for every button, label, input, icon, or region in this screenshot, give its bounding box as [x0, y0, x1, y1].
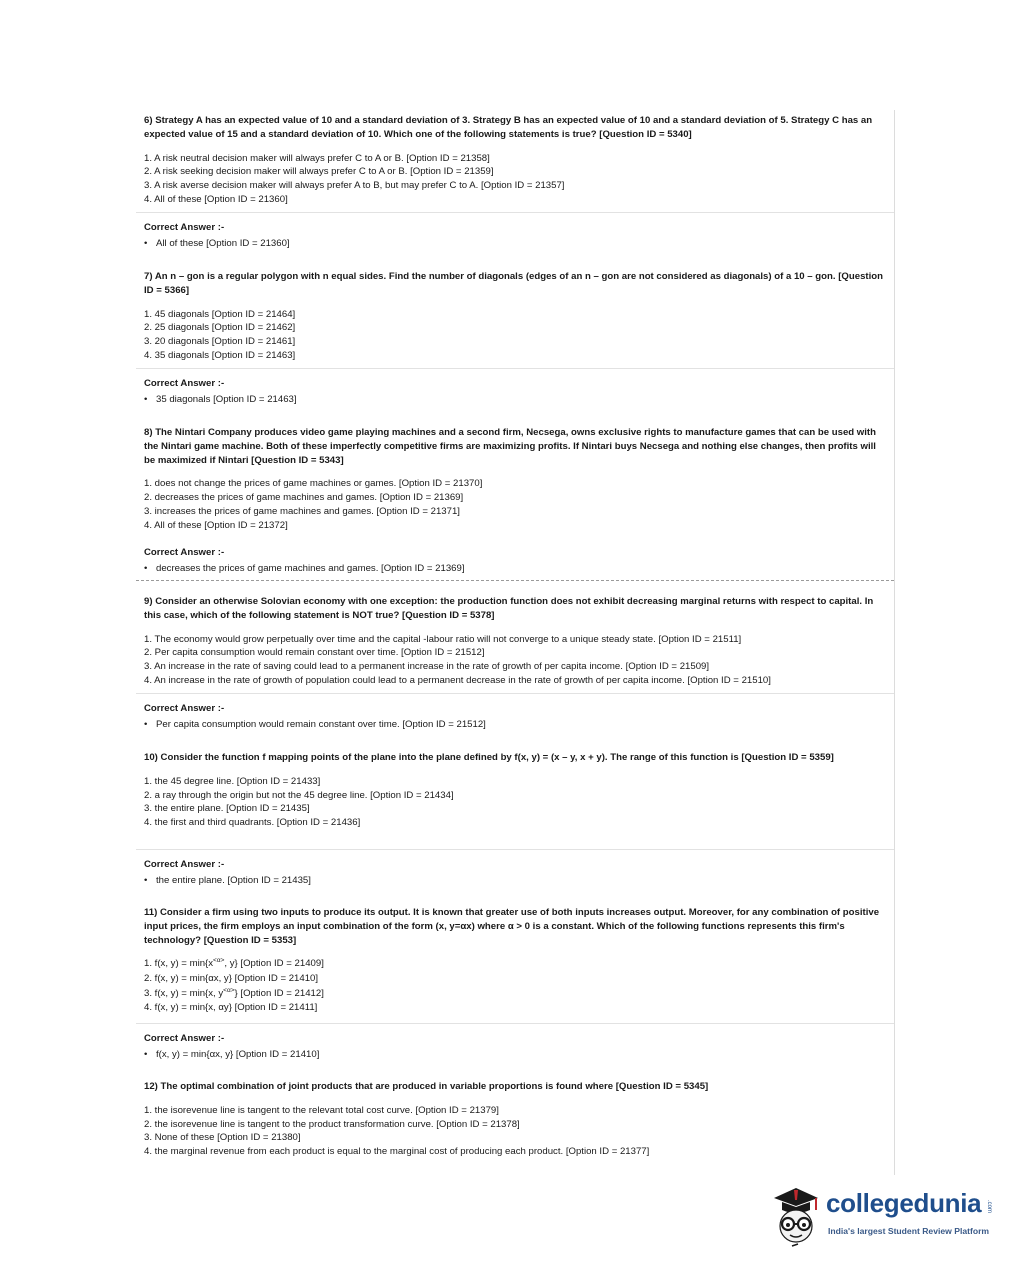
question-text: 6) Strategy A has an expected value of 10 and a standard deviation of 3. Strategy B has an expected value of 10 and a standard deviation of 5. Strategy C has an expected value of 15 and a standard deviation of 10. Which one of the following statements is true? [Question ID = 5340]	[144, 115, 873, 140]
option-item: 1. The economy would grow perpetually over time and the capital -labour ratio will not converge to a unique steady state. [Option ID = 21511]	[144, 633, 742, 645]
logo-tagline: India's largest Student Review Platform	[828, 1226, 990, 1236]
correct-answer-label: Correct Answer :-	[144, 703, 225, 714]
option-item: 3. An increase in the rate of saving could lead to a permanent increase in the rate of growth of per capita income. [Option ID = 21509]	[144, 661, 710, 673]
option-item: 2. a ray through the origin but not the 45 degree line. [Option ID = 21434]	[144, 789, 454, 801]
correct-answer-label: Correct Answer :-	[144, 1033, 225, 1044]
answer-list	[144, 874, 889, 888]
question-block	[144, 1080, 889, 1159]
logo-wordmark: collegedunia	[826, 1188, 982, 1218]
option-item: 3. None of these [Option ID = 21380]	[144, 1132, 301, 1144]
question-block	[144, 751, 889, 830]
option-item: 1. f(x, $y) = \min\{x^{<\alpha>}$, y} [Option ID = 21409]	[144, 957, 324, 970]
option-item: 4. the first and third quadrants. [Option ID = 21436]	[144, 817, 361, 829]
answer-list	[144, 237, 889, 251]
correct-answer: • All of these [Option ID = 21360]	[144, 237, 889, 251]
correct-answer: • f(x, y) = min{αx, y} [Option ID = 21410]	[144, 1048, 889, 1062]
option-item: 3. A risk averse decision maker will always prefer A to B, but may prefer C to A. [Option ID = 21357]	[144, 180, 565, 192]
option-item: 1. the isorevenue line is tangent to the relevant total cost curve. [Option ID = 21379]	[144, 1104, 499, 1116]
correct-answer-label: Correct Answer :-	[144, 859, 225, 870]
question-block	[144, 595, 889, 688]
divider	[136, 368, 894, 369]
option-list	[144, 477, 889, 532]
mascot-icon	[768, 1180, 824, 1250]
option-item: 3. increases the prices of game machines and games. [Option ID = 21371]	[144, 505, 460, 517]
option-list	[144, 633, 889, 688]
option-item: 3. the entire plane. [Option ID = 21435]	[144, 803, 310, 815]
page-break-divider	[136, 580, 894, 581]
question-text: 7) An n – gon is a regular polygon with n equal sides. Find the number of diagonals (edges of an n – gon are not considered as diagonals) of a 10 – gon. [Question ID = 5366]	[144, 271, 883, 296]
option-item: 4. f(x, y) = min{x, αy} [Option ID = 21411]	[144, 1002, 318, 1014]
answer-list	[144, 393, 889, 407]
question-sheet	[136, 110, 895, 1175]
correct-answer-label: Correct Answer :-	[144, 547, 225, 558]
option-list	[144, 775, 889, 830]
option-item: 2. f(x, y) = min{αx, y} [Option ID = 21410]	[144, 972, 319, 984]
option-item: 2. the isorevenue line is tangent to the product transformation curve. [Option ID = 21378]	[144, 1118, 520, 1130]
option-list	[144, 957, 889, 1015]
option-list	[144, 152, 889, 207]
answer-block	[144, 546, 889, 576]
option-item: 2. 25 diagonals [Option ID = 21462]	[144, 322, 296, 334]
divider	[136, 1023, 894, 1024]
option-item: 4. An increase in the rate of growth of population could lead to a permanent decrease in the rate of growth of per capita income. [Option ID = 21510]	[144, 674, 771, 686]
answer-list	[144, 562, 889, 576]
option-item: 2. Per capita consumption would remain constant over time. [Option ID = 21512]	[144, 647, 485, 659]
answer-block	[144, 221, 889, 251]
question-block	[144, 906, 889, 1016]
correct-answer-label: Correct Answer :-	[144, 222, 225, 233]
answer-list	[144, 1048, 889, 1062]
correct-answer: • decreases the prices of game machines and games. [Option ID = 21369]	[144, 562, 889, 576]
option-item: 1. the 45 degree line. [Option ID = 21433]	[144, 775, 321, 787]
question-block	[144, 114, 889, 207]
correct-answer: • 35 diagonals [Option ID = 21463]	[144, 393, 889, 407]
question-text: 9) Consider an otherwise Solovian economy with one exception: the production function does not exhibit decreasing marginal returns with respect to capital. In this case, which of the following statement is NOT true? [Question ID = 5378]	[144, 596, 874, 621]
option-item: 1. A risk neutral decision maker will always prefer C to A or B. [Option ID = 21358]	[144, 152, 490, 164]
option-item: 3. f(x, y) = min{x, $y^{<\alpha>}$} [Option ID = 21412]	[144, 986, 324, 999]
question-text: 10) Consider the function f mapping points of the plane into the plane defined by f(x, y) = (x – y, x + y). The range of this function is [Question ID = 5359]	[144, 752, 834, 763]
option-item: 4. 35 diagonals [Option ID = 21463]	[144, 349, 296, 361]
option-item: 4. All of these [Option ID = 21372]	[144, 519, 288, 531]
correct-answer-label: Correct Answer :-	[144, 378, 225, 389]
option-item: 1. does not change the prices of game machines or games. [Option ID = 21370]	[144, 478, 483, 490]
logo-domain-suffix: .com	[986, 1200, 992, 1214]
correct-answer: • the entire plane. [Option ID = 21435]	[144, 874, 889, 888]
divider	[136, 849, 894, 850]
divider	[136, 693, 894, 694]
answer-block	[144, 702, 889, 732]
answer-block	[144, 1032, 889, 1062]
divider	[136, 212, 894, 213]
question-text: 8) The Nintari Company produces video game playing machines and a second firm, Necsega, owns exclusive rights to manufacture games that can be used with the Nintari game machine. Both of these imperfectly competitive firms are maximizing profits. If Nintari buys Necsega and nothing else changes, then profits will be maximized if Nintari [Question ID = 5343]	[144, 427, 876, 466]
question-block	[144, 270, 889, 363]
answer-list	[144, 718, 889, 732]
question-block	[144, 426, 889, 533]
question-text: 12) The optimal combination of joint products that are produced in variable proportions is found where [Question ID = 5345]	[144, 1081, 709, 1092]
correct-answer: • Per capita consumption would remain constant over time. [Option ID = 21512]	[144, 718, 889, 732]
option-item: 2. decreases the prices of game machines and games. [Option ID = 21369]	[144, 492, 464, 504]
option-item: 4. All of these [Option ID = 21360]	[144, 193, 288, 205]
answer-block	[144, 377, 889, 407]
answer-block	[144, 858, 889, 888]
question-text: 11) Consider a firm using two inputs to produce its output. It is known that greater use of both inputs increases output. Moreover, for any combination of positive input prices, the firm employs an input combination of the form (x, y=αx) where α > 0 is a constant. Which of the following functions represents this firm's technology? [Question ID = 5353]	[144, 907, 880, 946]
option-item: 3. 20 diagonals [Option ID = 21461]	[144, 336, 296, 348]
option-list	[144, 308, 889, 363]
option-item: 2. A risk seeking decision maker will always prefer C to A or B. [Option ID = 21359]	[144, 166, 494, 178]
collegedunia-logo[interactable]	[768, 1180, 993, 1250]
option-item: 1. 45 diagonals [Option ID = 21464]	[144, 308, 296, 320]
option-item: 4. the marginal revenue from each product is equal to the marginal cost of producing each product. [Option ID = 21377]	[144, 1146, 650, 1158]
option-list	[144, 1104, 889, 1159]
